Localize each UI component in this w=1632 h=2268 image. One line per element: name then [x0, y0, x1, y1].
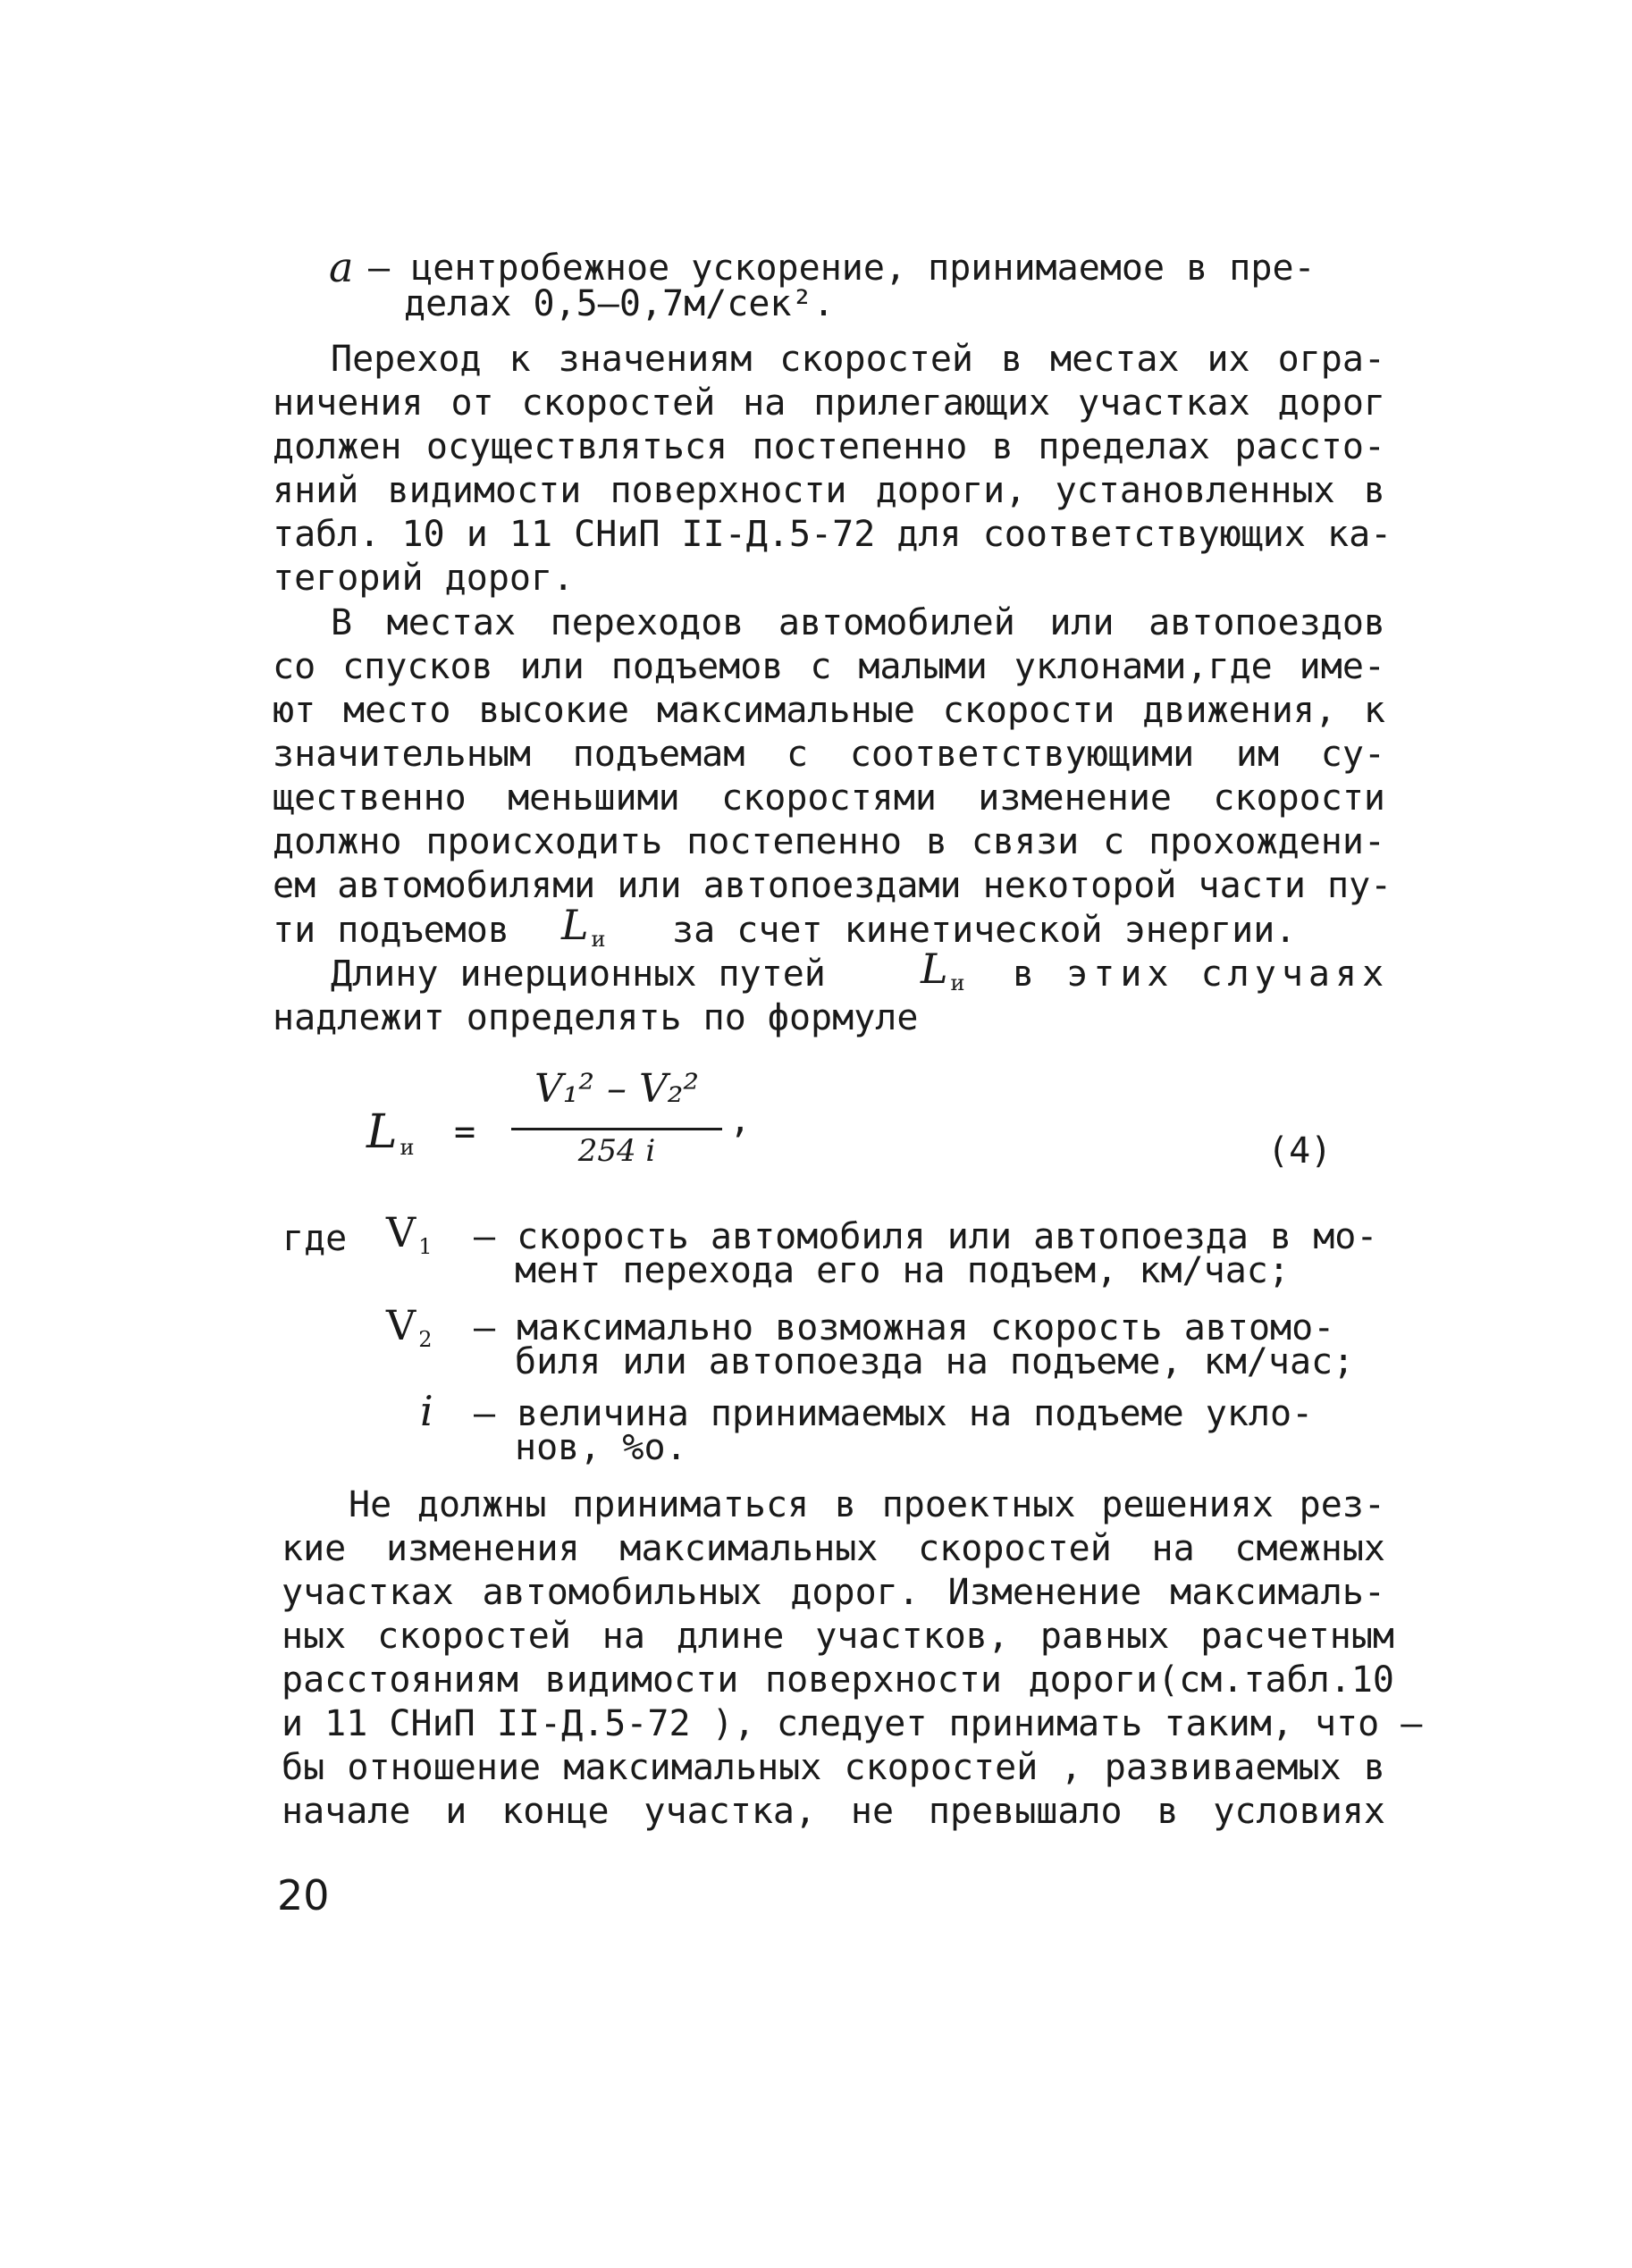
text-line: ничения от скоростей на прилегающих участках дорог — [273, 382, 1385, 424]
definition-i-line2: нов, %о. — [515, 1427, 687, 1468]
symbol-l-i: L $_и$ — [921, 945, 965, 995]
formula-equals: = — [454, 1112, 476, 1153]
definition-i-line1: – величина принимаемых на подъеме укло- — [474, 1393, 1314, 1434]
text-line: кие изменения максимальных скоростей на смежных — [282, 1528, 1385, 1569]
text-line: яний видимости поверхности дороги, установленных в — [273, 470, 1385, 511]
text-line: ти подъемов — [273, 910, 509, 951]
symbol-v1: V $_1$ — [386, 1208, 433, 1259]
fraction-bar — [511, 1128, 722, 1130]
text-line: Переход к значениям скоростей в местах их огра- — [331, 339, 1385, 380]
text-line: табл. 10 и 11 СНиП II-Д.5-72 для соответствующих ка- — [273, 514, 1392, 555]
symbol-i: i — [420, 1387, 433, 1435]
formula-denominator: 254 i — [577, 1133, 656, 1169]
definition-v2-line1: – максимально возможная скорость автомо- — [474, 1307, 1335, 1348]
symbol-l-i: L $_и$ — [561, 901, 606, 952]
text-line: начале и конце участка, не превышало в условиях — [282, 1791, 1385, 1832]
symbol-v2: V $_2$ — [386, 1301, 433, 1352]
text-line: и 11 СНиП II-Д.5-72 ), следует принимать таким, что – — [282, 1703, 1423, 1744]
text-line: ют место высокие максимальные скорости движения, к — [273, 690, 1385, 731]
text-line: значительным подъемам с соответствующими им су- — [273, 734, 1385, 775]
text-line: надлежит определять по формуле — [273, 997, 919, 1038]
text-line: Не должны приниматься в проектных решениях рез- — [349, 1484, 1385, 1525]
definition-v2-line2: биля или автопоезда на подъеме, км/час; — [515, 1341, 1355, 1382]
text-line: бы отношение максимальных скоростей , развиваемых в — [282, 1747, 1385, 1788]
symbol-a: a — [329, 243, 354, 291]
text-line: должно происходить постепенно в связи с прохождени- — [273, 821, 1385, 862]
text-line: расстояниям видимости поверхности дороги(см.табл.10 — [282, 1659, 1394, 1701]
formula-lhs: L $_и$ — [366, 1105, 415, 1160]
formula-comma: , — [729, 1100, 752, 1141]
text-line: должен осуществляться постепенно в пределах рассто- — [273, 426, 1385, 467]
definition-a-line2: делах 0,5–0,7м/сек². — [404, 283, 835, 324]
where-word: где — [282, 1218, 348, 1259]
text-line: за счет кинетической энергии. — [672, 910, 1297, 951]
text-line: щественно меньшими скоростями изменение скорости — [273, 777, 1385, 819]
text-line: Длину инерционных путей — [331, 953, 826, 995]
definition-v1-line2: мент перехода его на подъем, км/час; — [515, 1250, 1290, 1291]
formula-number: (4) — [1267, 1130, 1333, 1172]
definition-v1-line1: – скорость автомобиля или автопоезда в мо- — [474, 1216, 1378, 1257]
text-line: со спусков или подъемов с малыми уклонами,где име- — [273, 646, 1385, 687]
text-line: ных скоростей на длине участков, равных расчетным — [282, 1616, 1394, 1657]
page-number: 20 — [277, 1871, 330, 1919]
text-line: в этих случаях — [1013, 953, 1390, 995]
text-line: В местах переходов автомобилей или автопоездов — [331, 602, 1385, 643]
formula-numerator: V₁² – V₂² — [534, 1066, 700, 1112]
text-line: участках автомобильных дорог. Изменение максималь- — [282, 1572, 1385, 1613]
text-line: тегорий дорог. — [273, 558, 575, 599]
text-line: ем автомобилями или автопоездами некоторой части пу- — [273, 865, 1392, 906]
definition-a-line1: – центробежное ускорение, принимаемое в пре- — [368, 248, 1316, 289]
